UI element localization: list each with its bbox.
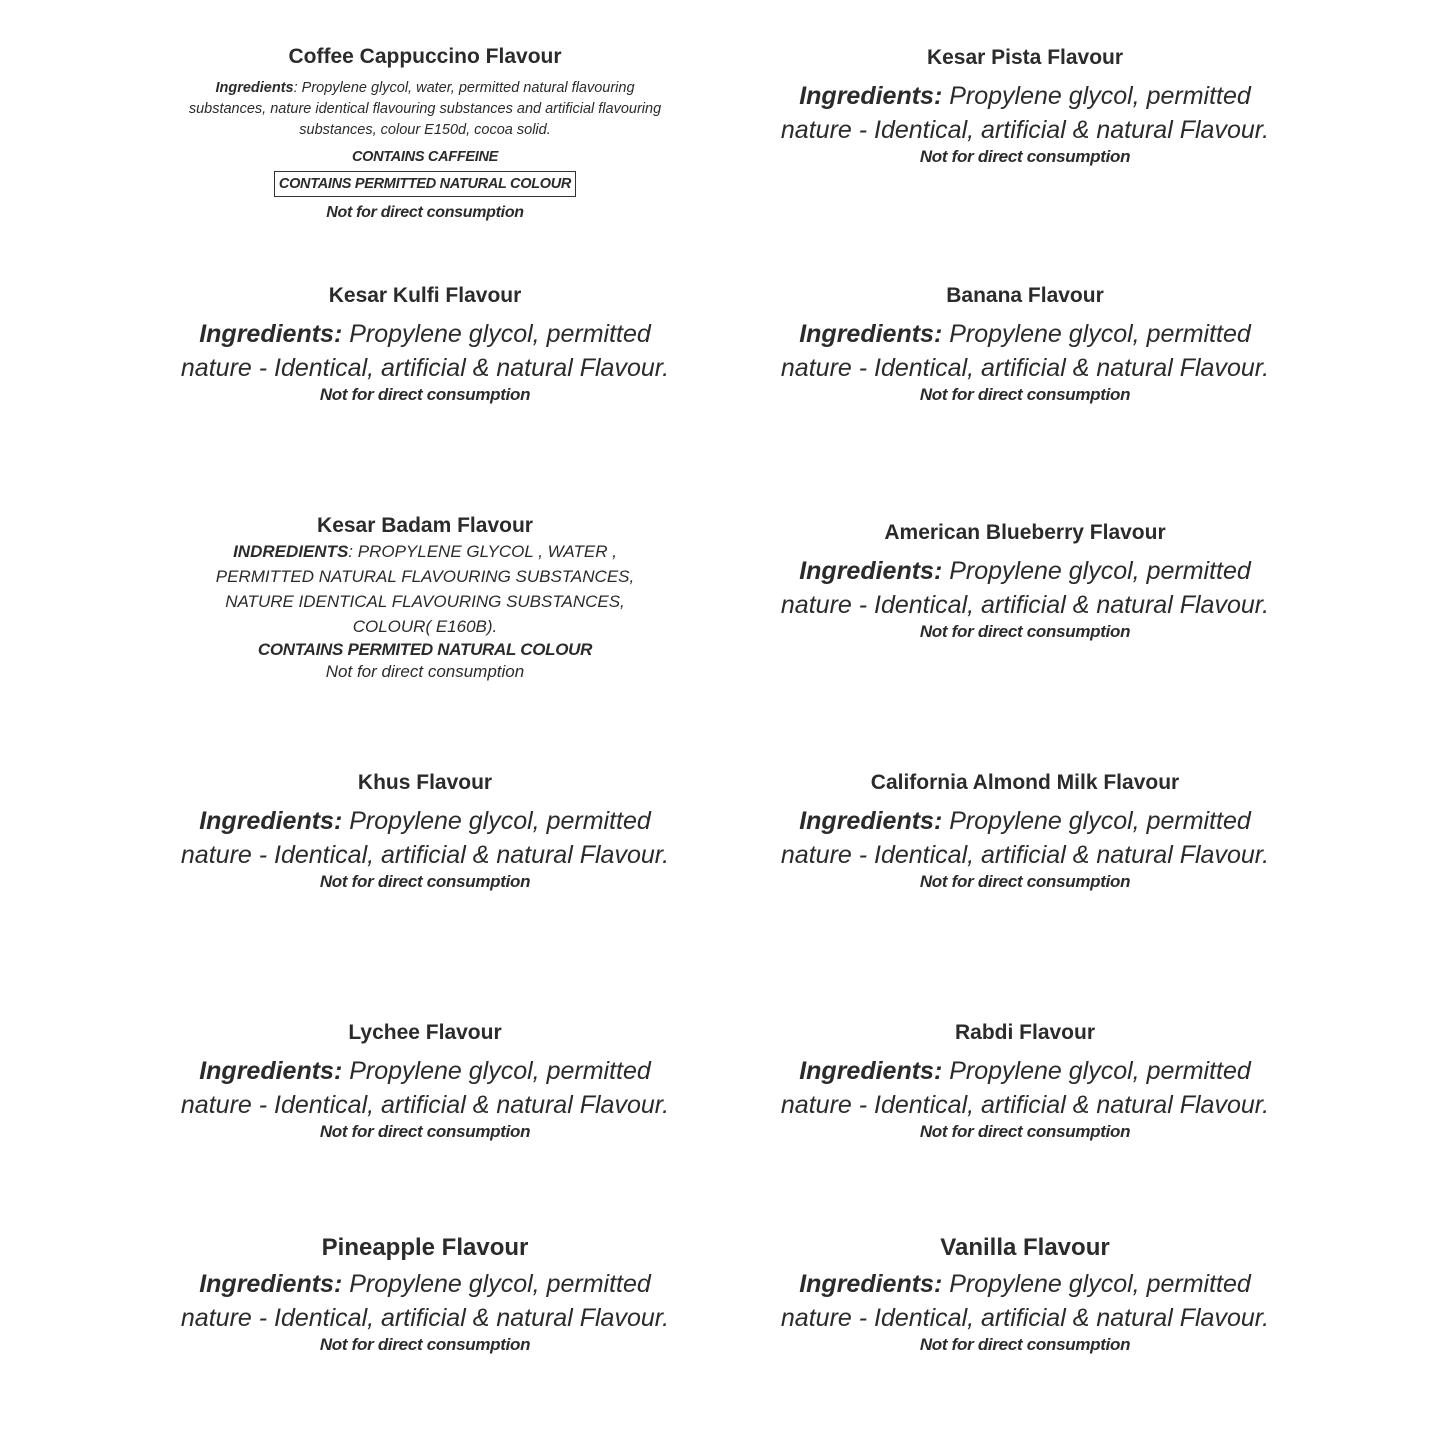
ingredients-label: Ingredients: [199,807,343,835]
ingredients-label: Ingredients [215,80,294,96]
label-banana [775,283,1275,405]
label-kesar-kulfi [175,283,675,405]
label-american-blueberry [775,520,1275,642]
consumption-note: Not for direct consumption [326,204,524,221]
label-title: California Almond Milk Flavour [870,771,1180,794]
ingredients-body: Propylene glycol, permitted nature - Identical, artificial & natural Flavour. [780,807,1270,869]
ingredients-body: : PROPYLENE GLYCOL , WATER , PERMITTED NATURAL FLAVOURING SUBSTANCES, NATURE IDENTICAL FLAVOURING SUBSTANCES, COLOUR( E160B). [215,542,635,636]
ingredients-body: Propylene glycol, permitted nature - Identical, artificial & natural Flavour. [180,807,670,869]
label-coffee-cappuccino [175,44,675,227]
label-kesar-badam [175,513,675,683]
ingredients-text [775,1267,1275,1335]
ingredients-label: INDREDIENTS [233,542,349,561]
ingredients-text [775,554,1275,622]
label-title: Kesar Kulfi Flavour [328,284,522,307]
ingredients-text [175,1054,675,1122]
label-vanilla [775,1233,1275,1355]
ingredients-body: Propylene glycol, permitted nature - Identical, artificial & natural Flavour. [780,82,1270,144]
ingredients-body: Propylene glycol, permitted nature - Identical, artificial & natural Flavour. [180,320,670,382]
label-title: Rabdi Flavour [954,1021,1096,1044]
ingredients-text [775,804,1275,872]
label-title: Vanilla Flavour [940,1234,1110,1261]
ingredients-text [175,317,675,385]
consumption-note: Not for direct consumption [919,147,1131,166]
natural-colour-box: CONTAINS PERMITTED NATURAL COLOUR [274,171,576,197]
label-khus [175,770,675,892]
label-title: Khus Flavour [357,771,493,794]
ingredients-body: Propylene glycol, permitted nature - Identical, artificial & natural Flavour. [780,1270,1270,1332]
ingredients-label: Ingredients: [199,320,343,348]
consumption-note: Not for direct consumption [919,1335,1131,1354]
ingredients-text [775,1054,1275,1122]
label-kesar-pista [775,45,1275,167]
label-title: Coffee Cappuccino Flavour [288,45,562,68]
consumption-note: Not for direct consumption [319,1122,531,1141]
label-title: Kesar Pista Flavour [926,46,1124,69]
ingredients-label: Ingredients: [799,1270,943,1298]
ingredients-label: Ingredients: [799,557,943,585]
ingredients-label: Ingredients: [199,1270,343,1298]
consumption-note: Not for direct consumption [319,1335,531,1354]
label-pineapple [175,1233,675,1355]
consumption-note: Not for direct consumption [919,385,1131,404]
consumption-note: Not for direct consumption [919,872,1131,891]
label-title: American Blueberry Flavour [884,521,1166,544]
ingredients-label: Ingredients: [799,1057,943,1085]
ingredients-body: Propylene glycol, permitted nature - Identical, artificial & natural Flavour. [780,1057,1270,1119]
consumption-note: Not for direct consumption [325,662,525,681]
consumption-note: Not for direct consumption [919,622,1131,641]
label-title: Banana Flavour [946,284,1104,307]
ingredients-label: Ingredients: [799,320,943,348]
label-title: Kesar Badam Flavour [317,514,533,537]
ingredients-body: Propylene glycol, permitted nature - Identical, artificial & natural Flavour. [180,1270,670,1332]
label-california-almond-milk [775,770,1275,892]
consumption-note: Not for direct consumption [319,872,531,891]
label-title: Lychee Flavour [348,1021,502,1044]
ingredients-text [775,317,1275,385]
label-lychee [175,1020,675,1142]
label-title: Pineapple Flavour [321,1234,529,1261]
consumption-note: Not for direct consumption [319,385,531,404]
ingredients-text [175,78,675,141]
ingredients-text [775,79,1275,147]
label-rabdi [775,1020,1275,1142]
ingredients-label: Ingredients: [199,1057,343,1085]
natural-colour-note: CONTAINS PERMITED NATURAL COLOUR [257,640,593,659]
ingredients-label: Ingredients: [799,807,943,835]
consumption-note: Not for direct consumption [919,1122,1131,1141]
ingredients-body: Propylene glycol, permitted nature - Identical, artificial & natural Flavour. [780,320,1270,382]
ingredients-text [175,804,675,872]
ingredients-body: : Propylene glycol, water, permitted natural flavouring substances, nature identical flavouring substances and artificial flavouring substances, colour E150d, cocoa solid. [188,80,662,138]
caffeine-warning: CONTAINS CAFFEINE [351,149,499,165]
ingredients-label: Ingredients: [799,82,943,110]
ingredients-text [175,539,675,639]
ingredients-body: Propylene glycol, permitted nature - Identical, artificial & natural Flavour. [780,557,1270,619]
ingredients-body: Propylene glycol, permitted nature - Identical, artificial & natural Flavour. [180,1057,670,1119]
ingredients-text [175,1267,675,1335]
